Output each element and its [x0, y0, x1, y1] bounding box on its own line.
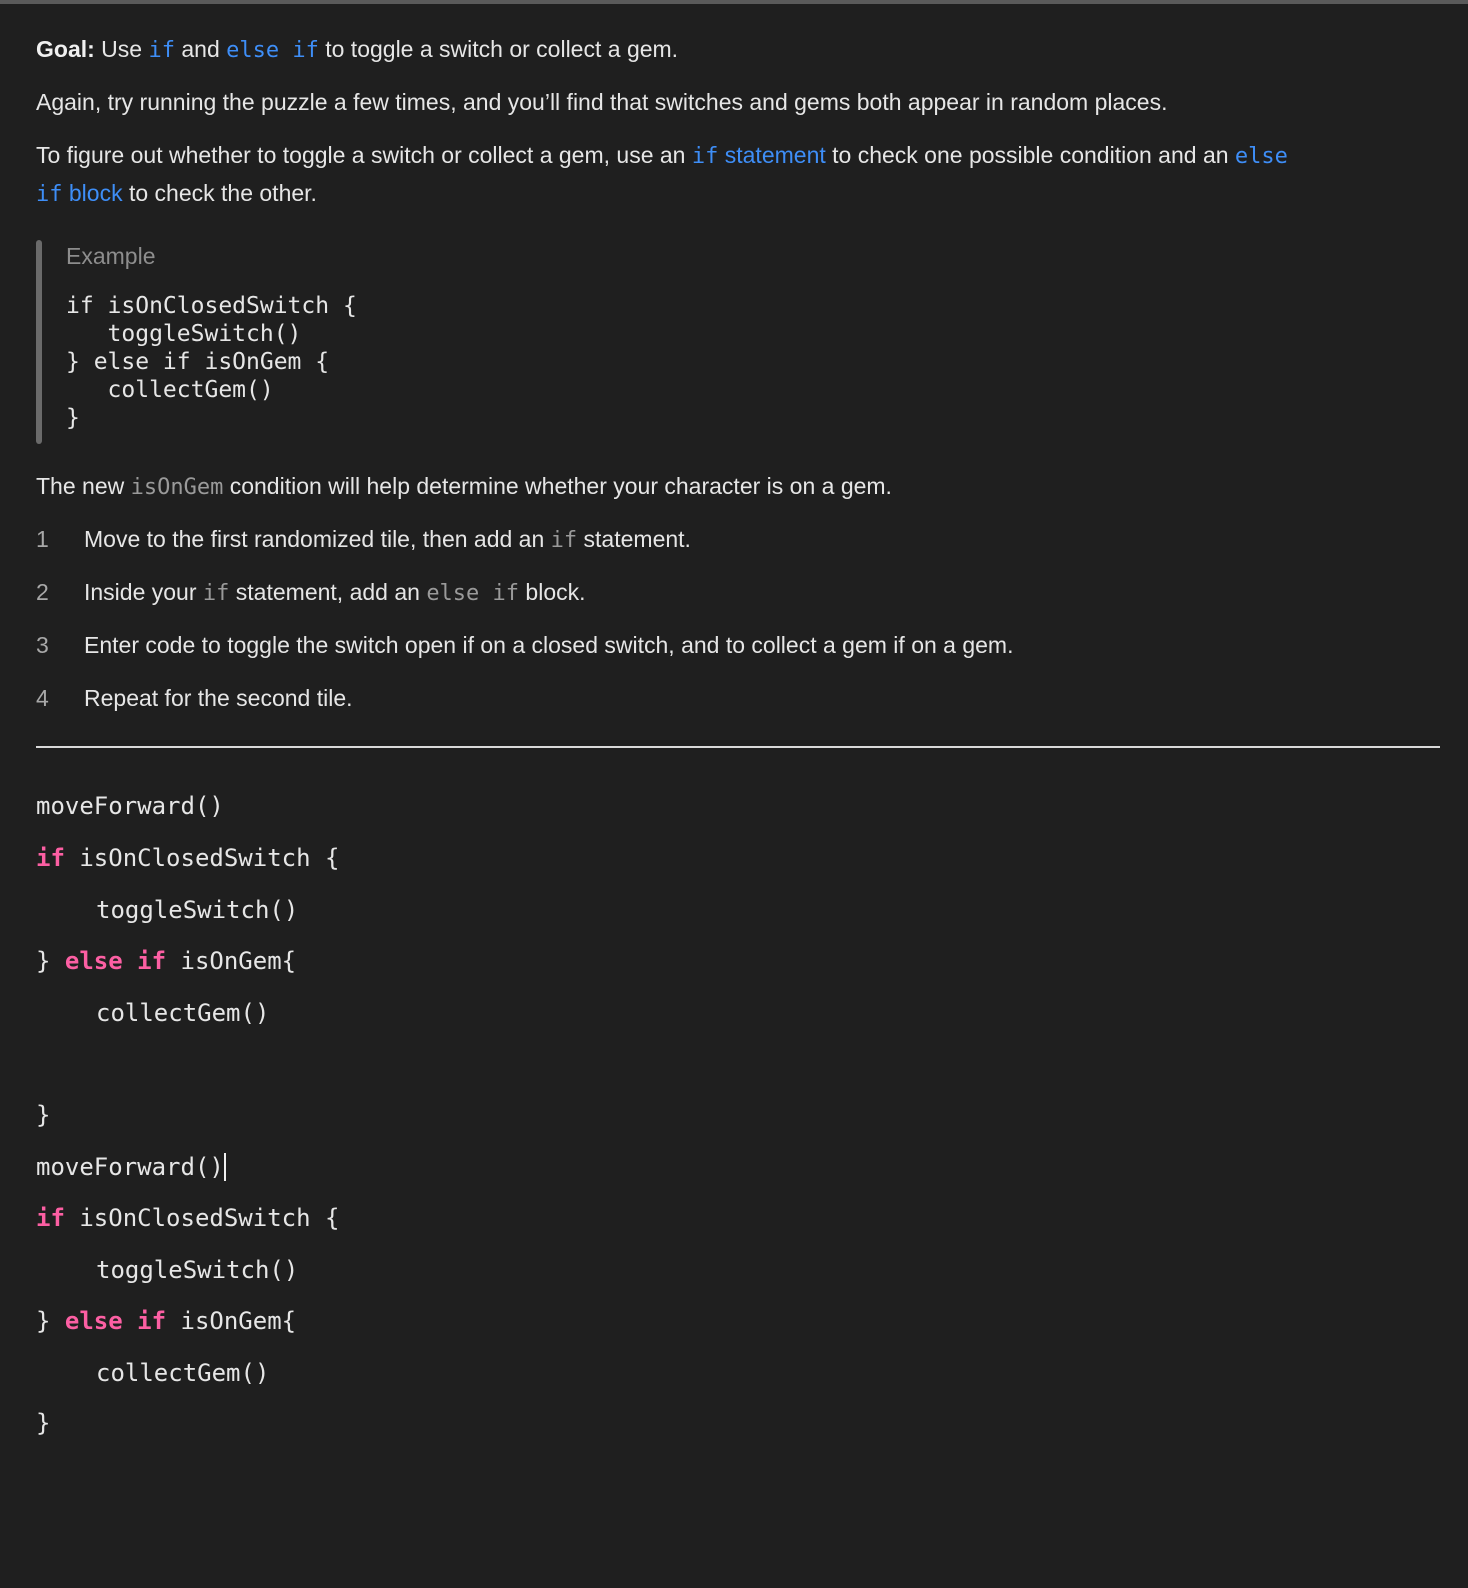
step-text: Inside your if statement, add an else if block. [84, 579, 586, 606]
step-number: 4 [36, 685, 49, 711]
else-if-block-link[interactable]: else if block [36, 144, 1288, 207]
code-line[interactable]: } [36, 1409, 51, 1437]
step-text: Enter code to toggle the switch open if on a closed switch, and to collect a gem if on a gem. [84, 632, 1014, 658]
code-line[interactable]: if isOnClosedSwitch { [36, 844, 340, 872]
example-quote-bar [36, 240, 42, 444]
section-divider [36, 746, 1440, 748]
code-line[interactable]: } else if isOnGem{ [36, 1307, 297, 1335]
if-glossary-link[interactable]: if [148, 38, 175, 63]
code-line[interactable]: if isOnClosedSwitch { [36, 1204, 340, 1232]
example-code: if isOnClosedSwitch { toggleSwitch() } else if isOnGem { collectGem() } [66, 293, 357, 431]
code-line[interactable]: moveForward() [36, 1153, 224, 1181]
step-text: Move to the first randomized tile, then add an if statement. [84, 526, 691, 553]
code-line[interactable]: moveForward() [36, 792, 224, 820]
step-text: Repeat for the second tile. [84, 685, 353, 711]
condition-note: The new isOnGem condition will help determine whether your character is on a gem. [36, 473, 892, 500]
step-number: 1 [36, 526, 49, 552]
text-cursor [224, 1153, 226, 1181]
intro-paragraph: Again, try running the puzzle a few times, and you’ll find that switches and gems both appear in random places. [36, 89, 1168, 115]
code-line[interactable]: collectGem() [96, 999, 270, 1027]
instruction-paragraph: To figure out whether to toggle a switch or collect a gem, use an if statement to check one possible condition and an else if block to check the other. [36, 142, 1288, 207]
step-number: 3 [36, 632, 49, 658]
example-block [36, 240, 836, 444]
if-statement-link[interactable]: if statement [691, 142, 826, 169]
window-top-border [0, 0, 1468, 4]
code-line[interactable]: toggleSwitch() [96, 896, 299, 924]
example-title: Example [66, 243, 156, 269]
code-line[interactable]: } [36, 1101, 51, 1129]
goal-text: Goal: Use if and else if to toggle a switch or collect a gem. [36, 36, 679, 63]
code-line[interactable]: collectGem() [96, 1359, 270, 1387]
code-line[interactable]: toggleSwitch() [96, 1256, 299, 1284]
isongem-code: isOnGem [130, 475, 224, 500]
goal-label: Goal: [36, 36, 95, 62]
else-if-glossary-link[interactable]: else if [226, 38, 319, 63]
code-line[interactable]: } else if isOnGem{ [36, 947, 297, 975]
step-number: 2 [36, 579, 49, 605]
